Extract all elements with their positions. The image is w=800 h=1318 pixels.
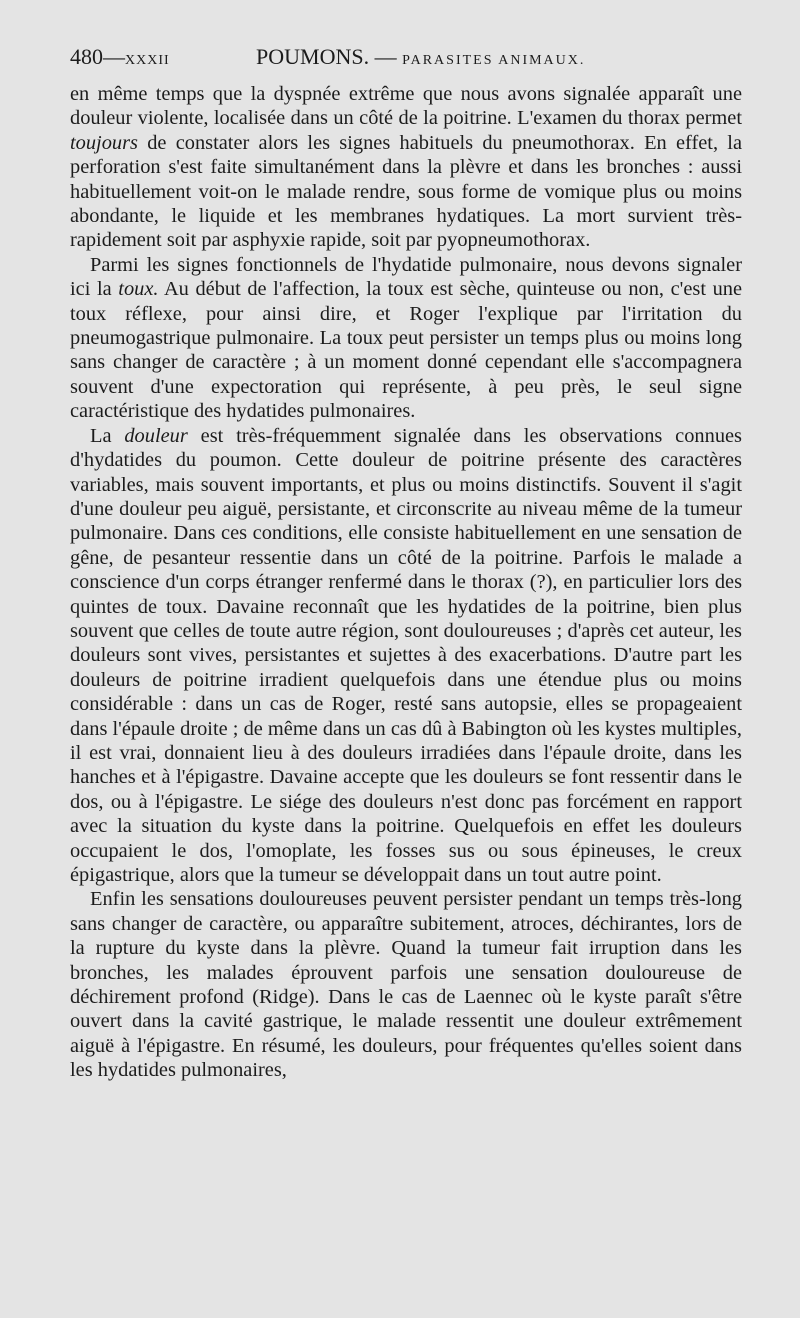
paragraph-3: [70, 424, 742, 888]
header-dash: —: [369, 44, 403, 69]
page-number-arabic: 480—: [70, 44, 125, 69]
emphasis-toujours: toujours: [70, 131, 138, 154]
text-run: de constater alors les signes habituels du pneumothorax. En effet, la perforation s'est faite simultanément dans la plèvre et dans les bronches : aussi habituellement voit-on le malade rendre, sous forme de vomique plus ou moins abondante, le liquide et les membranes hydatiques. La mort survient très-rapidement soit par asphyxie rapide, soit par pyopneumothorax.: [70, 131, 742, 252]
header-subtitle: PARASITES ANIMAUX.: [402, 53, 586, 68]
body-text: [70, 82, 742, 1083]
header-title: POUMONS.: [256, 44, 370, 69]
running-header: [70, 44, 742, 78]
page-number-roman: XXXII: [125, 53, 170, 68]
text-run: en même temps que la dyspnée extrême que nous avons signalée apparaît une douleur violente, localisée dans un côté de la poitrine. L'examen du thorax permet: [70, 83, 742, 130]
emphasis-douleur: douleur: [124, 424, 188, 447]
text-run: La: [90, 424, 125, 447]
text-run: Parmi les signes fonctionnels de l'hydatide pulmonaire, nous devons signaler ici la: [70, 253, 742, 301]
running-title: [256, 44, 585, 70]
text-run: Enfin les sensations douloureuses peuvent persister pendant un temps très-long sans changer de caractère, ou apparaître subitement, atroces, déchirantes, lors de la rupture du kyste dans la plèvre. Quand la tumeur fait irruption dans les bronches, les malades éprouvent parfois une sensation douloureuse de déchirement profond (Ridge). Dans le cas de Laennec où le kyste paraît s'être ouvert dans la cavité gastrique, le malade ressentit une douleur extrêmement aiguë à l'épigastre. En résumé, les douleurs, pour fréquentes qu'elles soient dans les hydatides pulmonaires,: [70, 888, 742, 1082]
paragraph-2: [70, 253, 742, 424]
emphasis-toux: toux.: [118, 278, 159, 301]
text-run: est très-fréquemment signalée dans les observations connues d'hydatides du poumon. Cette douleur de poitrine présente des caractères variables, mais souvent importants, et plus ou moins distinctifs. Souvent il s'agit d'une douleur peu aiguë, persistante, et circonscrite au niveau même de la tumeur pulmonaire. Dans ces conditions, elle consiste habituellement en une sensation de gêne, de pesanteur ressentie dans un côté de la poitrine. Parfois le malade a conscience d'un corps étranger renfermé dans le thorax (?), en particulier lors des quintes de toux. Davaine reconnaît que les hydatides de la poitrine, bien plus souvent que celles de toute autre région, sont douloureuses ; d'après cet auteur, les douleurs sont vives, persistantes et sujettes à des exacerbations. D'autre part les douleurs de poitrine irradient quelquefois dans une étendue plus ou moins considérable : dans un cas de Roger, resté sans autopsie, elles se propageaient dans l'épaule droite ; de même dans un cas dû à Babington où les kystes multiples, il est vrai, donnaient lieu à des douleurs irradiées dans l'épaule droite, dans les hanches et à l'épigastre. Davaine accepte que les douleurs se font ressentir dans le dos, ou à l'épigastre. Le siége des douleurs n'est donc pas forcément en rapport avec la situation du kyste dans la poitrine. Quelquefois en effet les douleurs occupaient le dos, l'omoplate, les fosses sus ou sous épineuses, le creux épigastrique, alors que la tumeur se développait dans un tout autre point.: [70, 424, 742, 886]
paragraph-1: [70, 82, 742, 253]
text-run: Au début de l'affection, la toux est sèche, quinteuse ou non, c'est une toux réflexe, pour ainsi dire, et Roger l'explique par l'irritation du pneumogastrique pulmonaire. La toux peut persister un temps plus ou moins long sans changer de caractère ; à un moment donné cependant elle s'accompagnera souvent d'une expectoration qui représente, à peu près, le seul signe caractéristique des hydatides pulmonaires.: [70, 278, 743, 423]
paragraph-4: [70, 887, 742, 1082]
page-number: [70, 44, 170, 70]
